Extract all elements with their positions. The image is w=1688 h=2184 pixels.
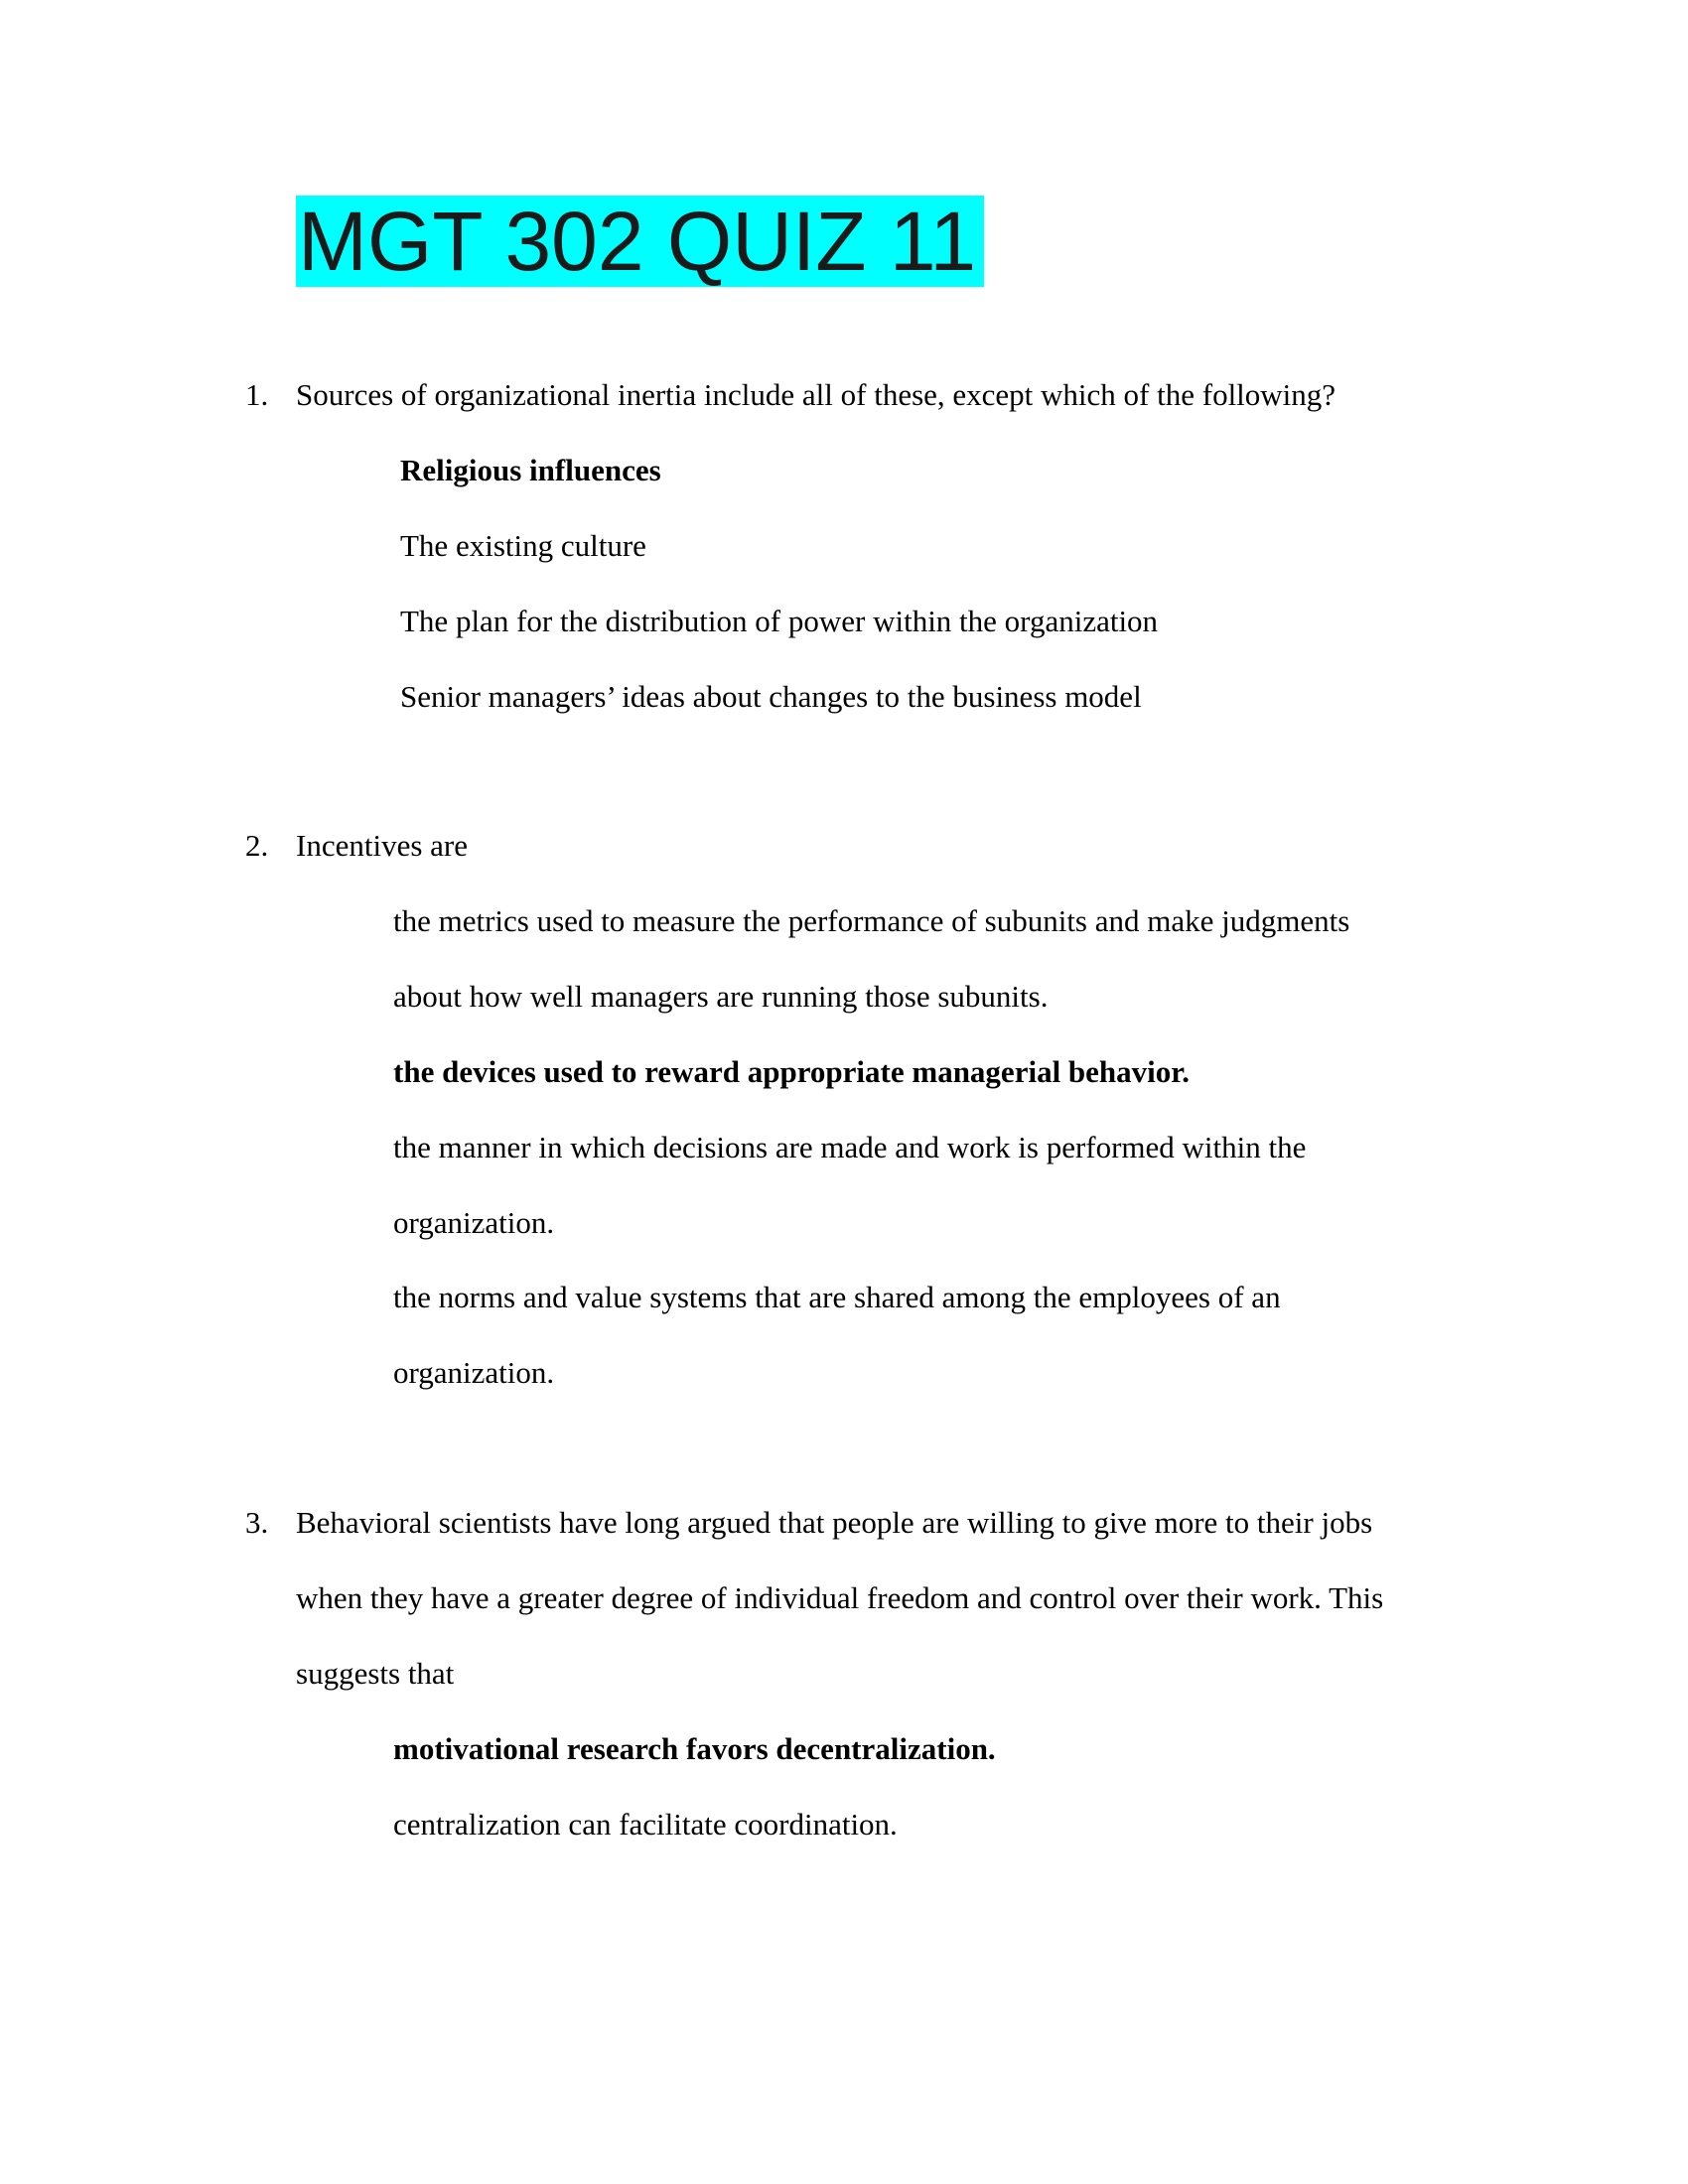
answer-option: organization.: [393, 1205, 555, 1240]
document-title: MGT 302 QUIZ 11: [296, 196, 984, 287]
question-number: 2.: [245, 828, 269, 863]
question-prompt: Behavioral scientists have long argued that people are willing to give more to their jobs: [296, 1505, 1373, 1540]
answer-option: centralization can facilitate coordination.: [393, 1807, 898, 1842]
answer-option: the norms and value systems that are shared among the employees of an: [393, 1280, 1281, 1314]
question-number: 1.: [245, 377, 269, 412]
answer-option-correct: the devices used to reward appropriate managerial behavior.: [393, 1054, 1190, 1089]
question-prompt: Sources of organizational inertia include all of these, except which of the following?: [296, 377, 1336, 412]
answer-option: the metrics used to measure the performance of subunits and make judgments: [393, 903, 1350, 938]
question-prompt: Incentives are: [296, 828, 468, 863]
question-prompt: when they have a greater degree of individual freedom and control over their work. This: [296, 1580, 1384, 1615]
answer-option-correct: Religious influences: [400, 453, 661, 487]
question-prompt: suggests that: [296, 1656, 455, 1691]
answer-option: organization.: [393, 1355, 555, 1390]
answer-option: The existing culture: [400, 528, 646, 563]
answer-option: The plan for the distribution of power within the organization: [400, 604, 1159, 638]
answer-option: the manner in which decisions are made and work is performed within the: [393, 1130, 1307, 1164]
answer-option-correct: motivational research favors decentralization.: [393, 1731, 996, 1766]
answer-option: Senior managers’ ideas about changes to the business model: [400, 679, 1142, 714]
question-number: 3.: [245, 1505, 269, 1540]
answer-option: about how well managers are running those subunits.: [393, 979, 1049, 1014]
